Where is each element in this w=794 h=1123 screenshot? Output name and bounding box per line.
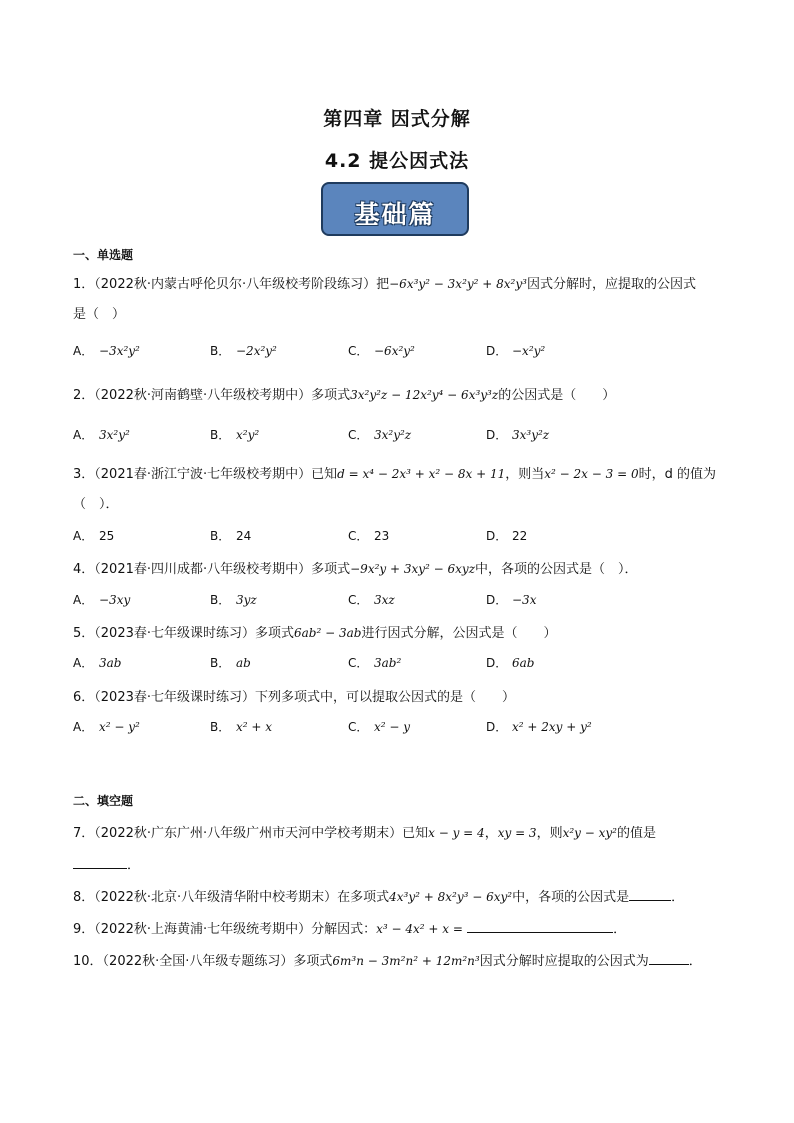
q6-option-d[interactable]: D． x² + 2xy + y²: [486, 720, 592, 734]
q5-option-c[interactable]: C． 3ab²: [348, 656, 402, 670]
badge-label: 基础篇: [354, 200, 436, 229]
question-2: 2．（2022秋·河南鹤壁·八年级校考期中）多项式3x²y²z − 12x²y⁴ − 6x³y³z的公因式是（ ）: [73, 388, 616, 403]
chapter-title: 第四章 因式分解: [323, 108, 471, 130]
q4-option-b[interactable]: B． 3yz: [210, 593, 257, 607]
question-2-expression: 3x²y²z − 12x²y⁴ − 6x³y³z: [350, 388, 499, 402]
question-3-line2: （ ）．: [73, 497, 119, 512]
question-5-expression: 6ab² − 3ab: [294, 626, 362, 640]
q4-option-a[interactable]: A． −3xy: [73, 593, 131, 607]
q1-option-b[interactable]: B． −2x²y²: [210, 344, 277, 358]
q5-option-a[interactable]: A． 3ab: [73, 656, 122, 670]
section-title: 4.2 提公因式法: [324, 150, 470, 172]
q2-option-a[interactable]: A． 3x²y²: [73, 428, 130, 442]
question-3-condition: x² − 2x − 3 = 0: [544, 467, 639, 481]
question-9: 9．（2022秋·上海黄浦·七年级统考期中）分解因式：x³ − 4x² + x = ．: [73, 922, 627, 937]
q4-option-d[interactable]: D． −3x: [486, 593, 537, 607]
question-5: 5．（2023春·七年级课时练习）多项式6ab² − 3ab进行因式分解，公因式是（ ）: [73, 626, 557, 641]
q2-option-b[interactable]: B． x²y²: [210, 428, 260, 442]
q2-option-d[interactable]: D． 3x³y²z: [486, 428, 550, 442]
question-4: 4．（2021春·四川成都·八年级校考期中）多项式−9x²y + 3xy² − 6xyz中，各项的公因式是（ ）．: [73, 562, 638, 577]
q3-option-b[interactable]: B． 24: [210, 529, 252, 543]
question-7-answer-line: ．: [73, 854, 140, 873]
q2-option-c[interactable]: C． 3x²y²z: [348, 428, 412, 442]
question-1-expression: −6x³y² − 3x²y² + 8x²y³: [389, 277, 527, 291]
q6-option-a[interactable]: A． x² − y²: [73, 720, 140, 734]
question-1-line2: 是（ ）: [73, 307, 126, 322]
q1-option-a[interactable]: A． −3x²y²: [73, 344, 140, 358]
q10-answer-blank[interactable]: [649, 952, 689, 965]
q3-option-c[interactable]: C． 23: [348, 529, 390, 543]
question-3: 3．（2021春·浙江宁波·七年级校考期中）已知d = x⁴ − 2x³ + x² − 8x + 11，则当x² − 2x − 3 = 0时，d 的值为: [73, 467, 716, 482]
question-6: 6．（2023春·七年级课时练习）下列多项式中，可以提取公因式的是（ ）: [73, 690, 515, 705]
q1-option-d[interactable]: D． −x²y²: [486, 344, 546, 358]
question-3-expression: d = x⁴ − 2x³ + x² − 8x + 11: [337, 467, 506, 481]
q3-option-d[interactable]: D． 22: [486, 529, 528, 543]
question-4-expression: −9x²y + 3xy² − 6xyz: [350, 562, 476, 576]
q6-option-b[interactable]: B． x² + x: [210, 720, 273, 734]
question-8: 8．（2022秋·北京·八年级清华附中校考期末）在多项式4x³y² + 8x²y³ − 6xy²中，各项的公因式是 ．: [73, 890, 685, 905]
q5-option-d[interactable]: D． 6ab: [486, 656, 535, 670]
q5-option-b[interactable]: B． ab: [210, 656, 251, 670]
q3-option-a[interactable]: A． 25: [73, 529, 115, 543]
q8-answer-blank[interactable]: [629, 888, 671, 901]
q9-answer-blank[interactable]: [467, 920, 613, 933]
question-10: 10．（2022秋·全国·八年级专题练习）多项式6m³n − 3m²n² + 12m²n³因式分解时应提取的公因式为 ．: [73, 954, 702, 969]
q7-answer-blank[interactable]: [73, 856, 127, 869]
q1-option-c[interactable]: C． −6x²y²: [348, 344, 415, 358]
q4-option-c[interactable]: C． 3xz: [348, 593, 395, 607]
question-1: [73, 273, 696, 292]
section-heading-fill-blank: 二、填空题: [73, 794, 134, 808]
question-1-prefix: 1．（2022秋·内蒙古呼伦贝尔·八年级校考阶段练习）把: [73, 277, 390, 292]
section-heading-single-choice: 一、单选题: [73, 248, 134, 262]
q6-option-c[interactable]: C． x² − y: [348, 720, 411, 734]
level-badge: [321, 182, 469, 236]
question-7: 7．（2022秋·广东广州·八年级广州市天河中学校考期末）已知x − y = 4，xy = 3，则x²y − xy²的值是: [73, 826, 657, 841]
question-1-suffix: 因式分解时，应提取的公因式: [526, 277, 696, 292]
